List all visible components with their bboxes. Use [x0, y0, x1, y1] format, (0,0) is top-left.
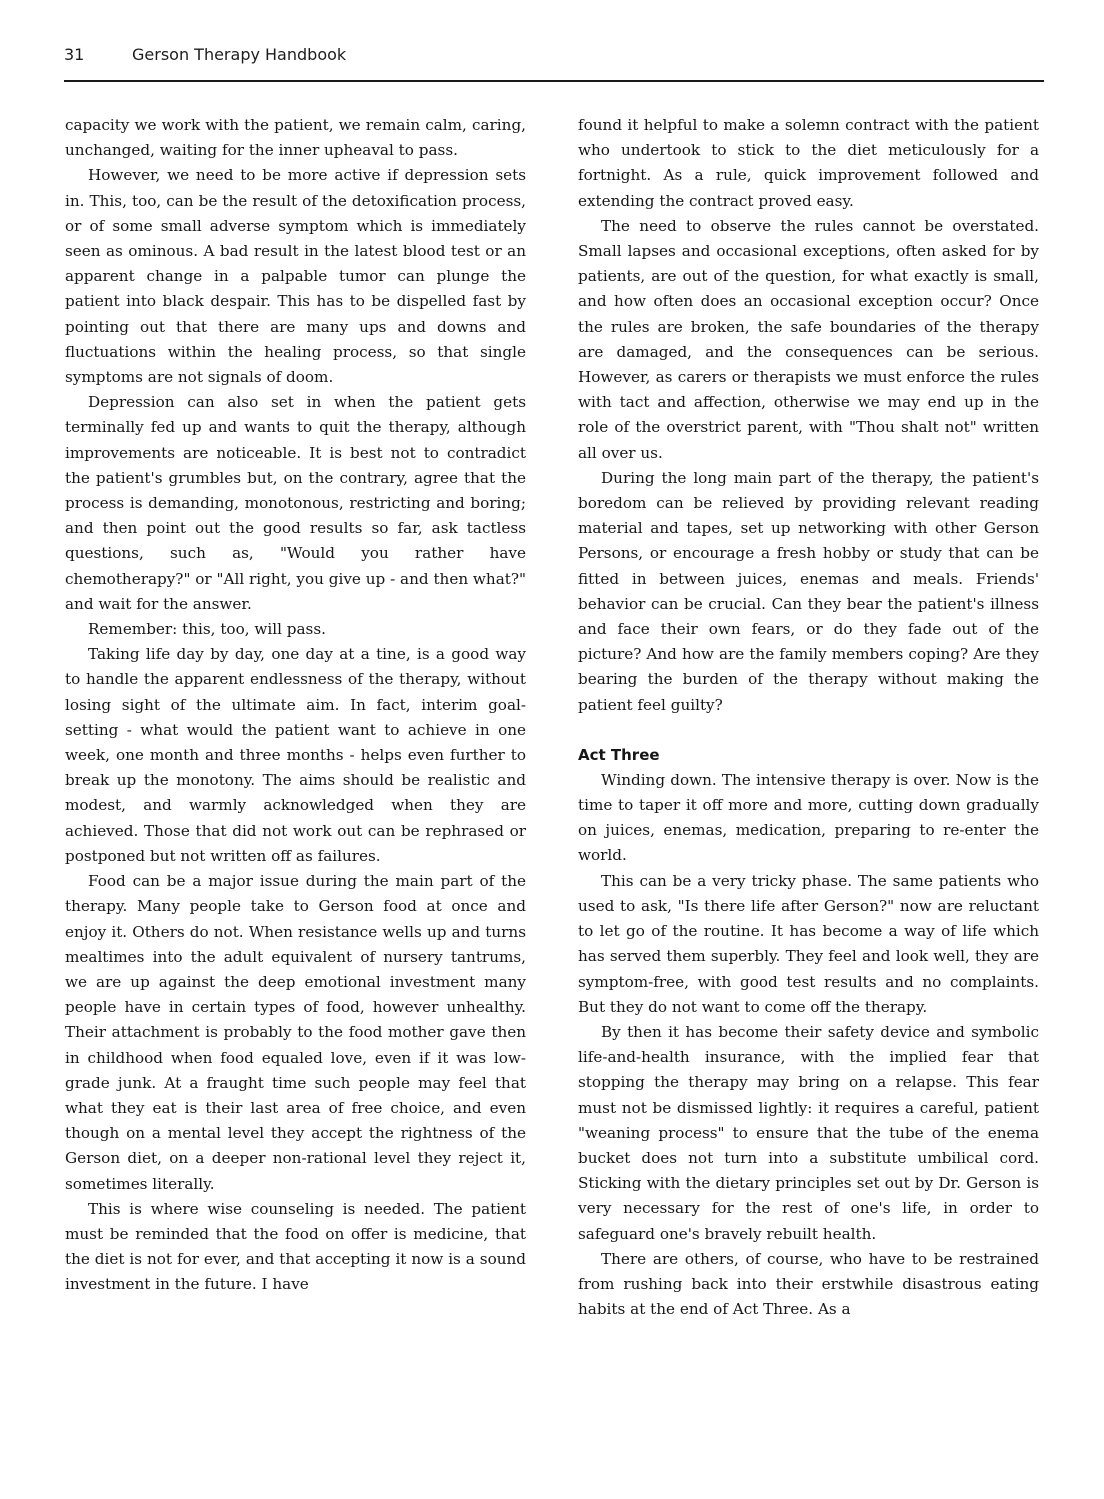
paragraph: found it helpful to make a solemn contract with the patient who undertook to stick to the diet meticulously for a fortnight. As a rule, quick improvement followed and extending the contract proved easy. [578, 116, 1039, 210]
left-column [65, 113, 526, 1298]
running-header [64, 45, 1044, 71]
paragraph: By then it has become their safety device and symbolic life-and-health insurance, with the implied fear that stopping the therapy may bring on a relapse. This fear must not be dismissed lightly: it requires a careful, patient "weaning process" to ensure that the tube of the enema bucket does not turn into a substitute umbilical cord. Sticking with the dietary principles set out by Dr. Gerson is very necessary for the rest of one's life, in order to safeguard one's bravely rebuilt health. [578, 1022, 1039, 1243]
paragraph: During the long main part of the therapy, the patient's boredom can be relieved by providing relevant reading material and tapes, set up networking with other Gerson Persons, or encourage a fresh hobby or study that can be fitted in between juices, enemas and meals. Friends' behavior can be crucial. Can they bear the patient's illness and face their own fears, or do they fade out of the picture? And how are the family members coping? Are they bearing the burden of the therapy without making the patient feel guilty? [578, 468, 1039, 714]
paragraph: Remember: this, too, will pass. [88, 620, 326, 639]
paragraph: Depression can also set in when the patient gets terminally fed up and wants to quit the therapy, although improvements are noticeable. It is best not to contradict the patient's grumbles but, on the contrary, agree that the process is demanding, monotonous, restricting and boring; and then point out the good results so far, ask tactless questions, such as, "Would you rather have chemotherapy?" or "All right, you give up - and then what?" and wait for the answer. [65, 393, 526, 613]
paragraph: This can be a very tricky phase. The same patients who used to ask, "Is there life after Gerson?" now are reluctant to let go of the routine. It has become a way of life which has served them superbly. They feel and look well, they are symptom-free, with good test results and no complaints. But they do not want to come off the therapy. [578, 871, 1039, 1016]
page-number: 31 [64, 45, 85, 64]
paragraph: Winding down. The intensive therapy is over. Now is the time to taper it off more and more, cutting down gradually on juices, enemas, medication, preparing to re-enter the world. [578, 770, 1039, 865]
paragraph: However, we need to be more active if depression sets in. This, too, can be the result of the detoxification process, or of some small adverse symptom which is immediately seen as ominous. A bad result in the latest blood test or an apparent change in a palpable tumor can plunge the patient into black despair. This has to be dispelled fast by pointing out that there are many ups and downs and fluctuations within the healing process, so that single symptoms are not signals of doom. [65, 166, 526, 387]
book-title: Gerson Therapy Handbook [132, 45, 347, 64]
right-column [578, 113, 1039, 1322]
paragraph: There are others, of course, who have to be restrained from rushing back into their erstwhile disastrous eating habits at the end of Act Three. As a [578, 1249, 1039, 1319]
paragraph: Food can be a major issue during the main part of the therapy. Many people take to Gerson food at once and enjoy it. Others do not. When resistance wells up and turns mealtimes into the adult equivalent of nursery tantrums, we are up against the deep emotional investment many people have in certain types of food, however unhealthy. Their attachment is probably to the food mother gave then in childhood when food equaled love, even if it was low-grade junk. At a fraught time such people may feel that what they eat is their last area of free choice, and even though on a mental level they accept the rightness of the Gerson diet, on a deeper non-rational level they reject it, sometimes literally. [65, 872, 526, 1193]
paragraph: The need to observe the rules cannot be overstated. Small lapses and occasional exceptions, often asked for by patients, are out of the question, for what exactly is small, and how often does an occasional exception occur? Once the rules are broken, the safe boundaries of the therapy are damaged, and the consequences can be serious. However, as carers or therapists we must enforce the rules with tact and affection, otherwise we may end up in the role of the overstrict parent, with "Thou shalt not" written all over us. [578, 216, 1039, 462]
paragraph: capacity we work with the patient, we remain calm, caring, unchanged, waiting for the inner upheaval to pass. [65, 116, 526, 160]
section-heading: Act Three [578, 745, 660, 764]
header-rule [64, 80, 1044, 82]
paragraph: This is where wise counseling is needed. The patient must be reminded that the food on offer is medicine, that the diet is not for ever, and that accepting it now is a sound investment in the future. I have [65, 1199, 526, 1294]
paragraph: Taking life day by day, one day at a tine, is a good way to handle the apparent endlessness of the therapy, without losing sight of the ultimate aim. In fact, interim goal-setting - what would the patient want to achieve in one week, one month and three months - helps even further to break up the monotony. The aims should be realistic and modest, and warmly acknowledged when they are achieved. Those that did not work out can be rephrased or postponed but not written off as failures. [65, 645, 526, 865]
